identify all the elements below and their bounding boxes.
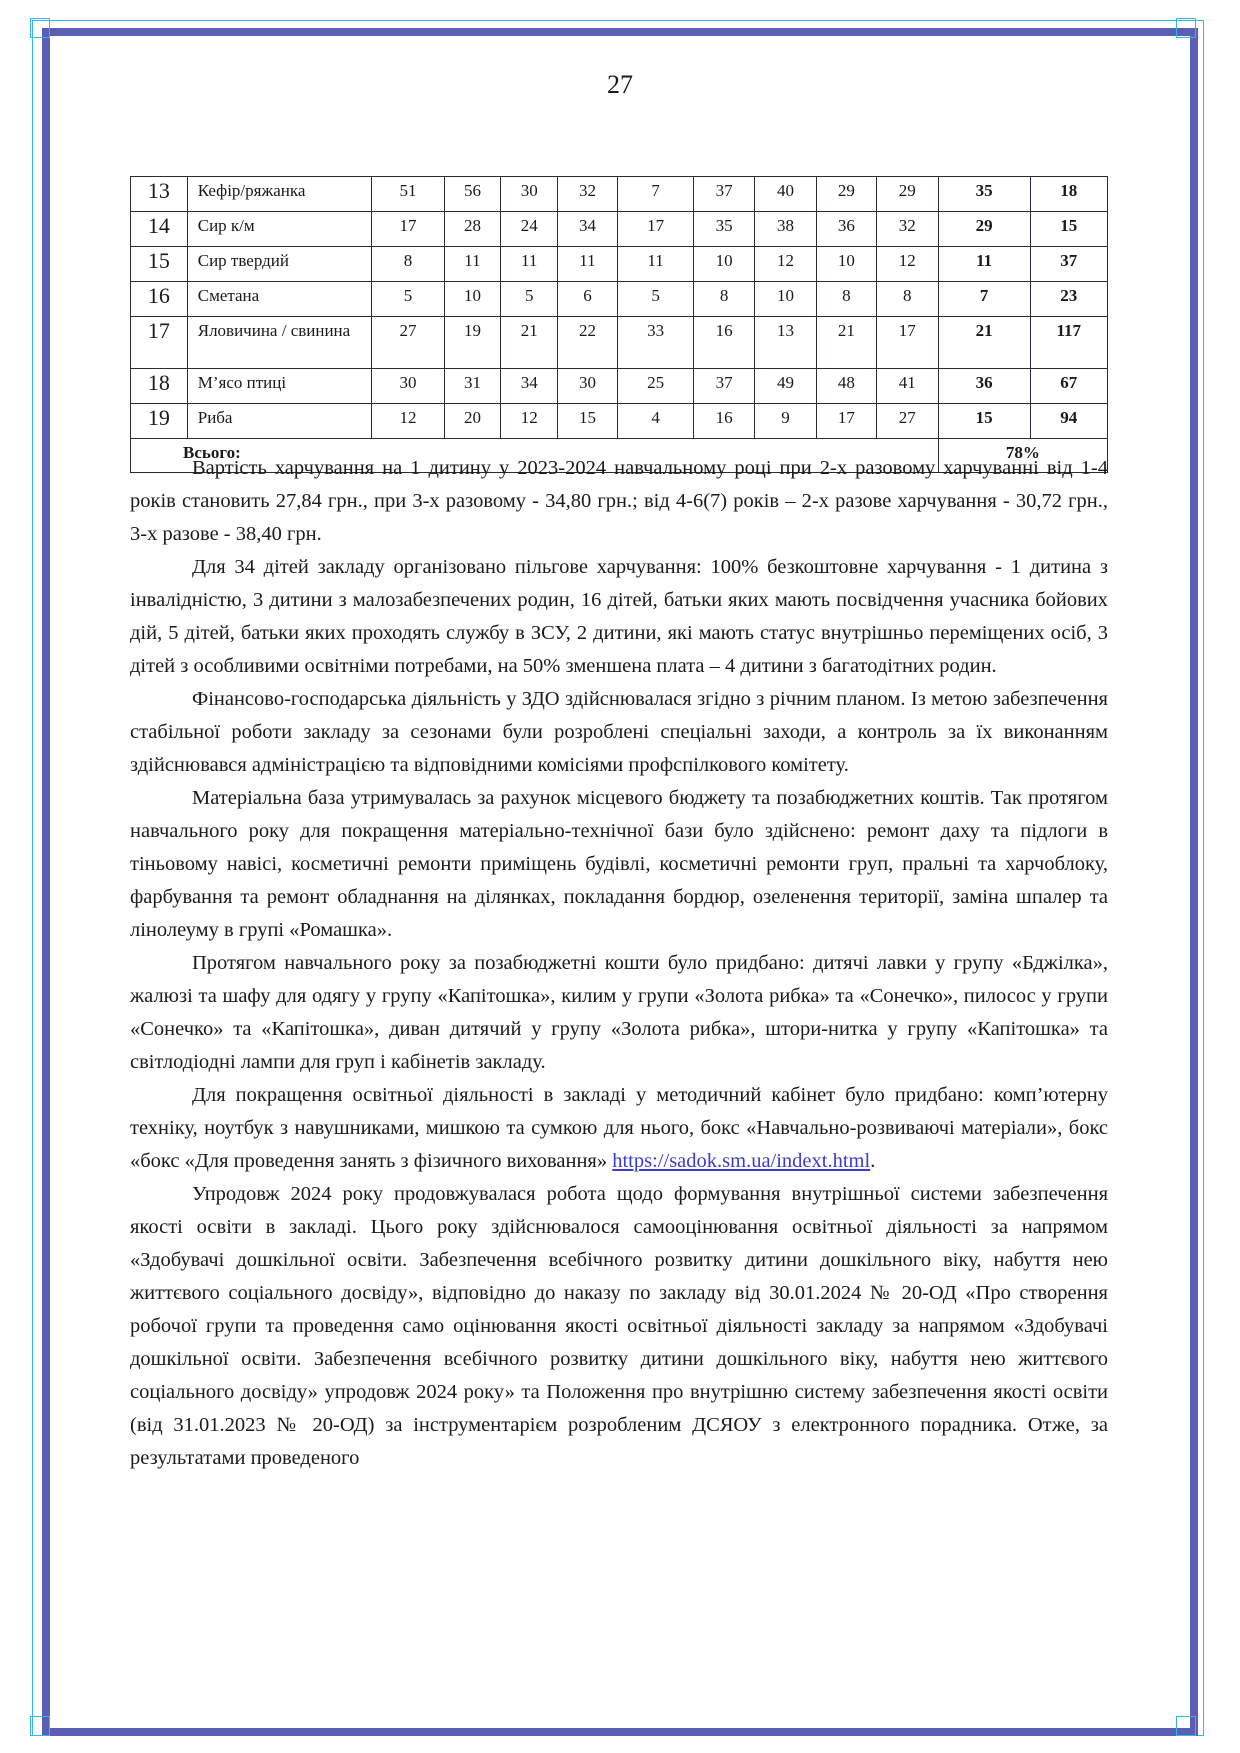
cell-value: 7 bbox=[617, 177, 693, 212]
cell-value: 10 bbox=[694, 247, 755, 282]
product-name: Сметана bbox=[187, 282, 372, 317]
cell-value: 38 bbox=[755, 212, 817, 247]
cell-value: 40 bbox=[755, 177, 817, 212]
product-name: Сир к/м bbox=[187, 212, 372, 247]
cell-last: 23 bbox=[1030, 282, 1107, 317]
table-row bbox=[131, 247, 1108, 282]
cell-value: 30 bbox=[372, 369, 444, 404]
cell-value: 49 bbox=[755, 369, 817, 404]
frame-corner-ornament bbox=[30, 18, 50, 38]
cell-average: 29 bbox=[938, 212, 1030, 247]
cell-value: 34 bbox=[501, 369, 558, 404]
cell-value: 17 bbox=[876, 317, 938, 369]
paragraph-purchases: Протягом навчального року за позабюджетні кошти було придбано: дитячі лавки у групу «Бджілка», жалюзі та шафу для одягу у групу «Капітошка», килим у групи «Золота рибка» та «Сонечко», пилосос у групи «Сонечко» та «Капітошка», диван дитячий у групу «Золота рибка», штори-нитка у групу «Капітошка» та світлодіодні лампи для груп і кабінетів закладу. bbox=[130, 952, 1108, 1073]
cell-value: 48 bbox=[816, 369, 876, 404]
cell-value: 8 bbox=[816, 282, 876, 317]
cell-value: 24 bbox=[501, 212, 558, 247]
product-name: Сир твердий bbox=[187, 247, 372, 282]
cell-last: 117 bbox=[1030, 317, 1107, 369]
cell-value: 12 bbox=[372, 404, 444, 439]
paragraph-methodical-cabinet bbox=[130, 1079, 1108, 1178]
row-number: 13 bbox=[131, 177, 188, 212]
cell-value: 16 bbox=[694, 404, 755, 439]
paragraph-meal-cost: Вартість харчування на 1 дитину у 2023-2024 навчальному році при 2-х разовому харчуванні від 1-4 років становить 27,84 грн., при 3-х разовому - 34,80 грн.; від 4-6(7) років – 2-х разове харчування - 30,72 грн., 3-х разове - 38,40 грн. bbox=[130, 457, 1108, 545]
cell-value: 30 bbox=[558, 369, 618, 404]
cell-value: 12 bbox=[876, 247, 938, 282]
paragraph-text: Для покращення освітньої діяльності в закладі у методичний кабінет було придбано: комп’ютерну техніку, ноутбук з навушниками, мишкою та сумкою для нього, бокс «Навчально-розвиваючі матеріали», бокс «бокс «Для проведення занять з фізичного виховання» bbox=[130, 1084, 1108, 1172]
table-row bbox=[131, 177, 1108, 212]
cell-value: 27 bbox=[876, 404, 938, 439]
cell-value: 28 bbox=[444, 212, 501, 247]
page-number: 27 bbox=[607, 70, 633, 99]
cell-value: 4 bbox=[617, 404, 693, 439]
cell-value: 41 bbox=[876, 369, 938, 404]
cell-value: 51 bbox=[372, 177, 444, 212]
cell-value: 12 bbox=[501, 404, 558, 439]
product-name: Яловичина / свинина bbox=[187, 317, 372, 369]
row-number: 16 bbox=[131, 282, 188, 317]
cell-value: 35 bbox=[694, 212, 755, 247]
table-row bbox=[131, 404, 1108, 439]
product-name: Кефір/ряжанка bbox=[187, 177, 372, 212]
cell-last: 94 bbox=[1030, 404, 1107, 439]
cell-value: 8 bbox=[372, 247, 444, 282]
cell-value: 25 bbox=[617, 369, 693, 404]
total-value: 78% bbox=[938, 439, 1107, 473]
cell-last: 37 bbox=[1030, 247, 1107, 282]
table-row bbox=[131, 212, 1108, 247]
cell-value: 5 bbox=[372, 282, 444, 317]
cell-value: 19 bbox=[444, 317, 501, 369]
cell-value: 10 bbox=[444, 282, 501, 317]
cell-value: 11 bbox=[617, 247, 693, 282]
cell-value: 12 bbox=[755, 247, 817, 282]
cell-value: 33 bbox=[617, 317, 693, 369]
cell-average: 35 bbox=[938, 177, 1030, 212]
cell-value: 27 bbox=[372, 317, 444, 369]
table-row bbox=[131, 282, 1108, 317]
cell-value: 11 bbox=[558, 247, 618, 282]
paragraph-quality-system: Упродовж 2024 року продовжувалася робота щодо формування внутрішньої системи забезпечення якості освіти в закладі. Цього року здійснювалося самооцінювання освітньої діяльності за напрямом «Здобувачі дошкільної освіти. Забезпечення всебічного розвитку дитини дошкільного віку, набуття нею життєвого соціального досвіду», відповідно до наказу по закладу від 30.01.2024 № 20-ОД «Про створення робочої групи та проведення само оцінювання якості освітньої діяльності закладу за напрямом «Здобувачі дошкільної освіти. Забезпечення всебічного розвитку дитини дошкільного віку, набуття нею життєвого соціального досвіду» упродовж 2024 року» та Положення про внутрішню систему забезпечення якості освіти (від 31.01.2023 № 20-ОД) за інструментарієм розробленим ДСЯОУ з електронного порадника. Отже, за результатами проведеного bbox=[130, 1183, 1108, 1469]
cell-value: 10 bbox=[755, 282, 817, 317]
cell-value: 17 bbox=[372, 212, 444, 247]
cell-value: 13 bbox=[755, 317, 817, 369]
cell-value: 8 bbox=[694, 282, 755, 317]
cell-average: 36 bbox=[938, 369, 1030, 404]
cell-value: 15 bbox=[558, 404, 618, 439]
product-name: М’ясо птиці bbox=[187, 369, 372, 404]
cell-value: 17 bbox=[816, 404, 876, 439]
cell-value: 17 bbox=[617, 212, 693, 247]
cell-value: 10 bbox=[816, 247, 876, 282]
cell-value: 8 bbox=[876, 282, 938, 317]
paragraph-text: . bbox=[870, 1150, 876, 1172]
cell-value: 9 bbox=[755, 404, 817, 439]
body-text bbox=[130, 452, 1108, 1475]
cell-value: 31 bbox=[444, 369, 501, 404]
cell-value: 30 bbox=[501, 177, 558, 212]
cell-last: 67 bbox=[1030, 369, 1107, 404]
cell-average: 15 bbox=[938, 404, 1030, 439]
frame-corner-ornament bbox=[30, 1716, 50, 1736]
cell-value: 21 bbox=[501, 317, 558, 369]
cell-value: 5 bbox=[501, 282, 558, 317]
cell-value: 32 bbox=[876, 212, 938, 247]
frame-corner-ornament bbox=[1176, 1716, 1196, 1736]
cell-value: 22 bbox=[558, 317, 618, 369]
table-row bbox=[131, 369, 1108, 404]
row-number: 15 bbox=[131, 247, 188, 282]
cell-value: 56 bbox=[444, 177, 501, 212]
row-number: 19 bbox=[131, 404, 188, 439]
cell-value: 37 bbox=[694, 177, 755, 212]
paragraph-finance: Фінансово-господарська діяльність у ЗДО здійснювалася згідно з річним планом. Із метою забезпечення стабільної роботи закладу за сезонами були розроблені спеціальні заходи, а контроль за їх виконанням здійснювався адміністрацією та відповідними комісіями профспілкового комітету. bbox=[130, 688, 1108, 776]
paragraph-material-base: Матеріальна база утримувалась за рахунок місцевого бюджету та позабюджетних коштів. Так протягом навчального року для покращення матеріально-технічної бази було здійснено: ремонт даху та підлоги в тіньовому навісі, косметичні ремонти приміщень будівлі, косметичні ремонти груп, пральні та харчоблоку, фарбування та ремонт обладнання на ділянках, покладання бордюр, озеленення території, заміна шпалер та лінолеуму в групі «Ромашка». bbox=[130, 787, 1108, 941]
cell-value: 21 bbox=[816, 317, 876, 369]
frame-corner-ornament bbox=[1176, 18, 1196, 38]
cell-value: 32 bbox=[558, 177, 618, 212]
paragraph-benefit-meals: Для 34 дітей закладу організовано пільгове харчування: 100% безкоштовне харчування - 1 дитина з інвалідністю, 3 дитини з малозабезпечених родин, 16 дітей, батьки яких мають посвідчення учасника бойових дій, 5 дітей, батьки яких проходять службу в ЗСУ, 2 дитини, які мають статус внутрішньо переміщених осіб, 3 дітей з особливими освітніми потребами, на 50% зменшена плата – 4 дитини з багатодітних родин. bbox=[130, 556, 1108, 677]
cell-average: 21 bbox=[938, 317, 1030, 369]
row-number: 18 bbox=[131, 369, 188, 404]
cell-value: 20 bbox=[444, 404, 501, 439]
product-name: Риба bbox=[187, 404, 372, 439]
cell-value: 11 bbox=[501, 247, 558, 282]
cell-last: 18 bbox=[1030, 177, 1107, 212]
row-number: 14 bbox=[131, 212, 188, 247]
cell-value: 37 bbox=[694, 369, 755, 404]
cell-value: 11 bbox=[444, 247, 501, 282]
cell-value: 5 bbox=[617, 282, 693, 317]
cell-value: 29 bbox=[816, 177, 876, 212]
cell-average: 7 bbox=[938, 282, 1030, 317]
cell-value: 29 bbox=[876, 177, 938, 212]
food-norms-table bbox=[130, 176, 1108, 473]
table-row bbox=[131, 317, 1108, 369]
row-number: 17 bbox=[131, 317, 188, 369]
website-link[interactable]: https://sadok.sm.ua/indext.html bbox=[612, 1150, 871, 1172]
cell-value: 6 bbox=[558, 282, 618, 317]
cell-average: 11 bbox=[938, 247, 1030, 282]
cell-value: 34 bbox=[558, 212, 618, 247]
cell-last: 15 bbox=[1030, 212, 1107, 247]
cell-value: 36 bbox=[816, 212, 876, 247]
total-label: Всього: bbox=[131, 439, 939, 473]
cell-value: 16 bbox=[694, 317, 755, 369]
